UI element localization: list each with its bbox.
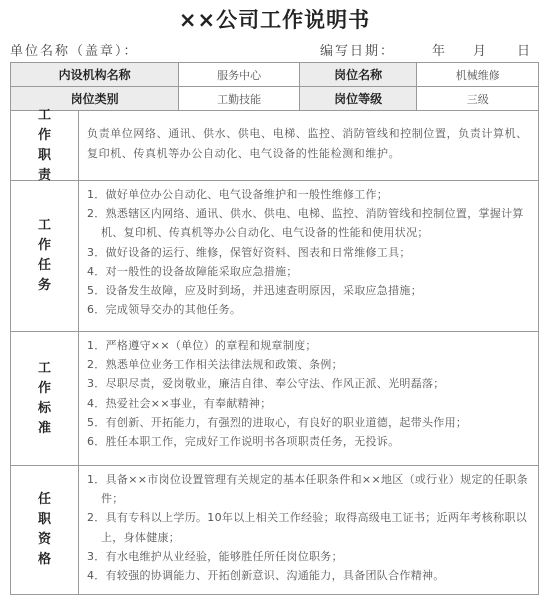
section-tasks [11, 181, 538, 332]
department-value: 服务中心 [179, 63, 300, 86]
section-standards-content [79, 332, 538, 465]
document-title: ××公司工作说明书 [178, 8, 371, 32]
position-level-label: 岗位等级 [300, 87, 418, 110]
unit-name-label: 单位名称（盖章）： [10, 44, 139, 59]
task-item: 6．完成领导交办的其他任务。 [87, 303, 242, 317]
qualification-item: 4．有较强的协调能力、开拓创新意识、沟通能力，具备团队合作精神。 [87, 569, 445, 583]
section-standards-label-cell [11, 332, 79, 465]
day-label: 日 [517, 44, 533, 59]
section-tasks-content [79, 181, 538, 331]
section-standards [11, 332, 538, 466]
month-label: 月 [473, 44, 489, 59]
task-item: 5．设备发生故障，应及时到场，并迅速查明原因，采取应急措施； [87, 284, 422, 298]
section-duties-label-cell [11, 107, 79, 183]
job-description-table [10, 62, 539, 595]
duties-paragraph: 负责单位网络、通讯、供水、供电、电梯、监控、消防管线和控制位置，负责计算机、复印机、传真机等办公自动化、电气设备的性能检测和维护。 [87, 127, 528, 160]
task-item: 4．对一般性的设备故障能采取应急措施； [87, 264, 298, 278]
standard-item: 4．热爱社会××事业，有奉献精神； [87, 396, 272, 410]
task-item: 1．做好单位办公自动化、电气设备维护和一般性维修工作； [87, 188, 389, 201]
date-label: 编写日期： [320, 44, 396, 59]
task-item: 3．做好设备的运行、维修，保管好资料、图表和日常维修工具； [87, 245, 411, 259]
position-category-value: 工勤技能 [179, 87, 300, 110]
qualification-item: 1．具备××市岗位设置管理有关规定的基本任职条件和××地区（或行业）规定的任职条件； [87, 473, 528, 506]
task-item: 2．熟悉辖区内网络、通讯、供水、供电、电梯、监控、消防管线和控制位置，掌握计算机、复印机、传真机等办公自动化、电气设备的性能和使用状况； [87, 207, 524, 240]
qualification-item: 3．有水电维护从业经验，能够胜任所任岗位职务； [87, 549, 343, 563]
qualification-item: 2．具有专科以上学历。10年以上相关工作经验；取得高级电工证书；近两年考核称职以上，身体健康； [87, 511, 527, 544]
section-duties-content [79, 111, 538, 180]
header-row-1 [11, 63, 538, 87]
standard-item: 1．严格遵守××（单位）的章程和规章制度； [87, 339, 317, 352]
meta-row [10, 40, 540, 60]
position-level-value: 三级 [466, 92, 489, 106]
section-duties [11, 107, 538, 183]
year-label: 年 [432, 44, 448, 59]
section-qualifications-label: 任职资格 [37, 492, 51, 567]
section-standards-label: 工作标准 [37, 360, 51, 436]
section-tasks-label-cell [11, 181, 79, 331]
position-category-label: 岗位类别 [11, 87, 179, 110]
section-qualifications-label-cell [11, 466, 79, 594]
standard-item: 5．有创新、开拓能力，有强烈的进取心，有良好的职业道德，起带头作用； [87, 415, 468, 429]
standard-item: 6．胜任本职工作，完成好工作说明书各项职责任务，无投诉。 [87, 435, 400, 449]
header-row-2 [11, 87, 538, 111]
position-name-value: 机械维修 [455, 68, 500, 82]
department-label: 内设机构名称 [11, 63, 179, 86]
section-tasks-label: 工作任务 [37, 218, 51, 293]
standard-item: 3．尽职尽责，爱岗敬业，廉洁自律、奉公守法、作风正派、光明磊落； [87, 377, 445, 391]
section-qualifications-content [79, 466, 538, 594]
standard-item: 2．熟悉单位业务工作相关法律法规和政策、条例； [87, 358, 343, 372]
section-duties-label: 工作职责 [37, 107, 51, 183]
section-qualifications [11, 466, 538, 594]
position-name-label: 岗位名称 [300, 63, 418, 86]
